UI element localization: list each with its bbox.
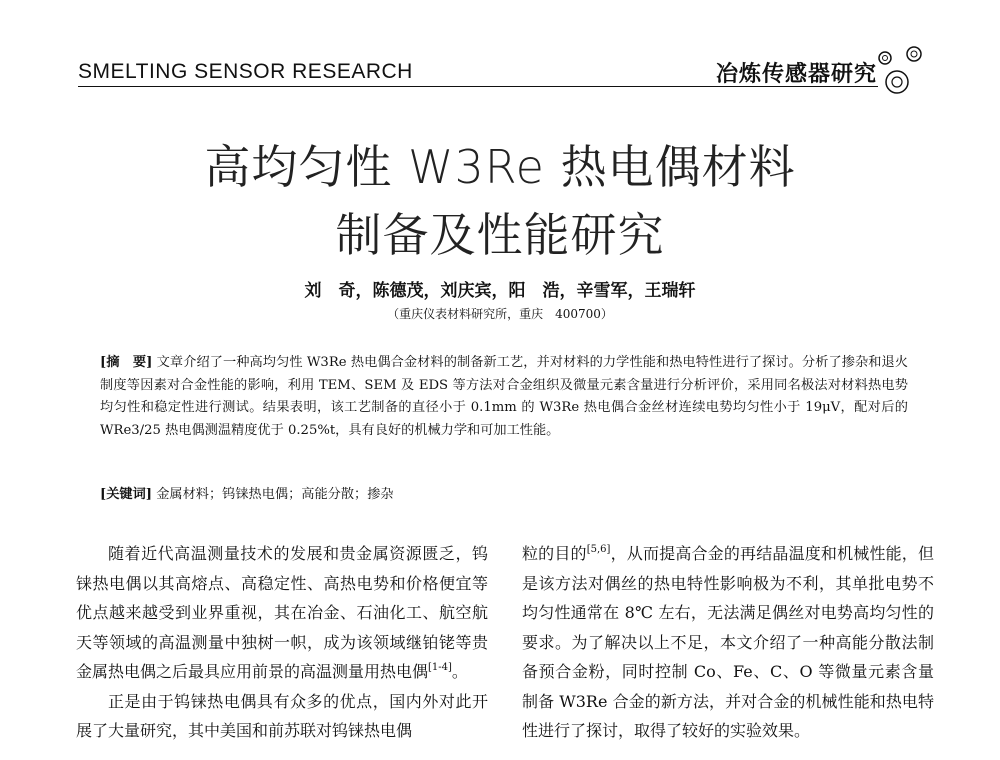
author-affiliation: （重庆仪表材料研究所，重庆 400700） <box>387 307 613 321</box>
citation-ref: [1-4] <box>428 662 452 673</box>
body-paragraph <box>522 539 934 746</box>
journal-name-cn: 冶炼传感器研究 <box>716 61 878 87</box>
journal-logo-circles-icon <box>872 46 934 96</box>
keywords <box>100 484 908 506</box>
paragraph-text: 随着近代高温测量技术的发展和贵金属资源匮乏，钨铼热电偶以其高熔点、高稳定性、高热电势和价格便宜等优点越来越受到业界重视，其在冶金、石油化工、航空航天等领域的高温测量中独树一帜，成为该领域继铂铑等贵金属热电偶之后最具应用前景的高温测量用热电偶 <box>76 544 488 681</box>
citation-ref: [5,6] <box>586 544 611 555</box>
keywords-label: [关键词] <box>100 487 153 502</box>
journal-name-en: SMELTING SENSOR RESEARCH <box>78 60 413 83</box>
body-column-right <box>522 539 934 746</box>
article-title-line-1: 高均匀性 W3Re 热电偶材料 <box>204 140 796 194</box>
keywords-text: 金属材料；钨铼热电偶；高能分散；掺杂 <box>156 487 394 502</box>
article-title-line-2: 制备及性能研究 <box>335 208 665 262</box>
body-column-left <box>76 539 488 746</box>
abstract-text: 文章介绍了一种高均匀性 W3Re 热电偶合金材料的制备新工艺，并对材料的力学性能和热电特性进行了探讨。分析了掺杂和退火制度等因素对合金性能的影响，利用 TEM、SEM 及 EDS 等方法对合金组织及微量元素含量进行分析评价，采用同名极法对材料热电势均匀性和稳定性进行测试。结果表明，该工艺制备的直径小于 0.1mm 的 W3Re 热电偶合金丝材连续电势均匀性小于 19μV，配对后的 WRe3/25 热电偶测温精度优于 0.25%t，具有良好的机械力学和可加工性能。 <box>100 355 908 438</box>
paragraph-end: 。 <box>451 662 468 681</box>
abstract-label: [摘 要] <box>100 355 153 370</box>
body-paragraph: 正是由于钨铼热电偶具有众多的优点，国内外对此开展了大量研究，其中美国和前苏联对钨铼热电偶 <box>76 691 488 740</box>
abstract <box>100 352 908 442</box>
paragraph-text: ，从而提高合金的再结晶温度和机械性能，但是该方法对偶丝的热电特性影响极为不利，其单批电势不均匀性通常在 8℃ 左右，无法满足偶丝对电势高均匀性的要求。为了解决以上不足，本文介绍了一种高能分散法制备预合金粉，同时控制 Co、Fe、C、O 等微量元素含量制备 W3Re 合金的新方法，并对合金的机械性能和热电特性进行了探讨，取得了较好的实验效果。 <box>522 544 934 740</box>
author-list: 刘 奇，陈德茂，刘庆宾，阳 浩，辛雪军，王瑞轩 <box>304 281 696 301</box>
paragraph-text: 粒的目的 <box>522 544 587 563</box>
header-rule <box>78 86 878 87</box>
body-paragraph <box>76 539 488 687</box>
